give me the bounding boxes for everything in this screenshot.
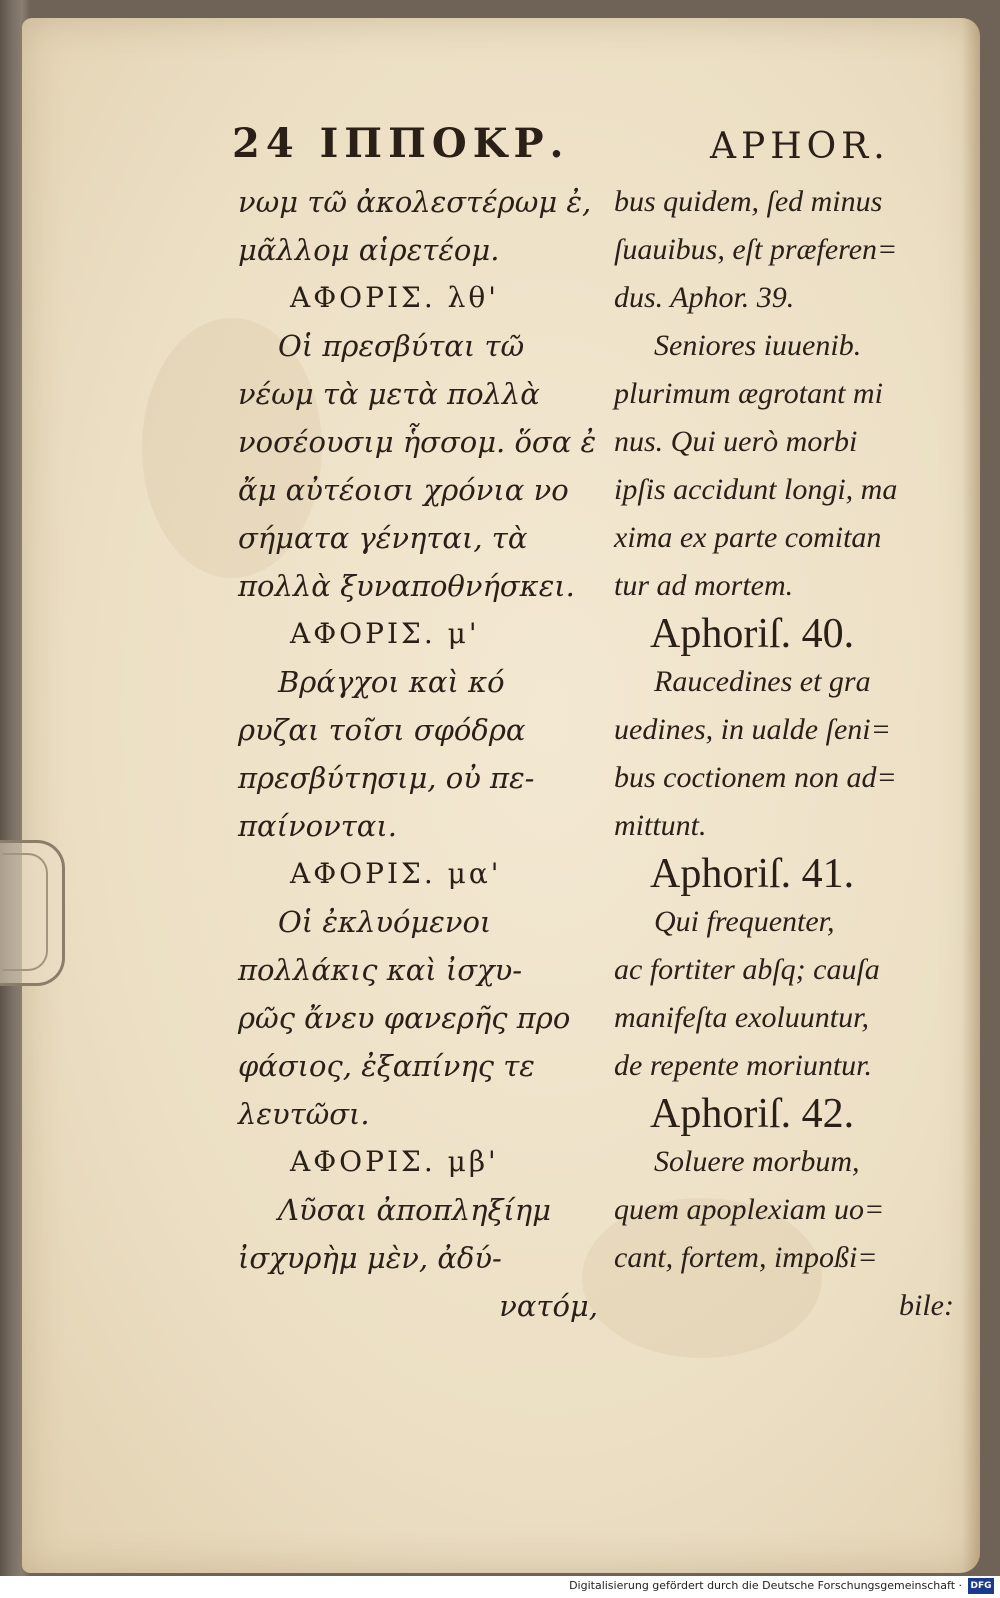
greek-line: νωμ τῶ ἀκολεστέρωμ ἐ,	[238, 185, 592, 219]
greek-line: Βράγχοι καὶ κό	[278, 665, 505, 699]
latin-line: manifeſta exoluuntur,	[614, 1001, 869, 1034]
greek-line: ρῶς ἄνευ φανερῆς προ	[238, 1001, 571, 1035]
latin-line: xima ex parte comitan	[614, 521, 882, 554]
dfg-logo: DFG	[968, 1578, 994, 1594]
latin-line: nus. Qui uerò morbi	[614, 425, 858, 458]
latin-line: Raucedines et gra	[654, 665, 871, 698]
greek-line: Οἱ πρεσβύται τῶ	[278, 329, 525, 363]
latin-catchword: bile:	[899, 1289, 954, 1322]
running-header-greek: 24 ΙΠΠΟΚΡ.	[232, 120, 570, 167]
latin-line: plurimum ægrotant mi	[614, 377, 883, 410]
latin-line-with-heading: dus. Aphor. 39.	[614, 281, 795, 314]
greek-line: νέωμ τὰ μετὰ πολλὰ	[238, 377, 540, 411]
latin-line: quem apoplexiam uo=	[614, 1193, 885, 1226]
latin-line: de repente moriuntur.	[614, 1049, 873, 1082]
latin-line: ipſis accidunt longi, ma	[614, 473, 898, 506]
greek-line: Λῦσαι ἀποπληξίημ	[278, 1193, 552, 1227]
greek-line: λευτῶσι.	[238, 1097, 370, 1131]
greek-line: παίνονται.	[238, 809, 397, 843]
page-clip-icon	[0, 840, 65, 986]
latin-line: cant, fortem, impoßi=	[614, 1241, 878, 1274]
greek-aphorism-heading: ΑΦΟΡΙΣ. μ'	[290, 617, 480, 650]
page-clip-inner	[2, 853, 48, 971]
latin-aphorism-heading: Aphoriſ. 40.	[650, 611, 855, 657]
running-header-latin: APHOR.	[710, 126, 890, 167]
greek-aphorism-heading: ΑΦΟΡΙΣ. λθ'	[290, 281, 499, 314]
greek-line: φάσιος, ἐξαπίνης τε	[238, 1049, 535, 1083]
greek-aphorism-heading: ΑΦΟΡΙΣ. μα'	[290, 857, 502, 890]
latin-line: Qui frequenter,	[654, 905, 835, 938]
latin-line: uedines, in ualde ſeni=	[614, 713, 891, 746]
latin-line: tur ad mortem.	[614, 569, 794, 602]
greek-line: πολλάκις καὶ ἰσχυ-	[238, 953, 523, 987]
latin-line: Seniores iuuenib.	[654, 329, 862, 362]
greek-line: σήματα γένηται, τὰ	[238, 521, 528, 555]
latin-aphorism-heading: Aphoriſ. 42.	[650, 1091, 855, 1137]
greek-catchword: νατόμ,	[499, 1289, 598, 1323]
latin-line: bus coctionem non ad=	[614, 761, 897, 794]
latin-aphorism-heading: Aphoriſ. 41.	[650, 851, 855, 897]
greek-column	[238, 178, 598, 1330]
latin-line: ſuauibus, eſt præferen=	[614, 233, 898, 266]
latin-column	[614, 178, 954, 1330]
greek-line: ρυζαι τοῖσι σφόδρα	[238, 713, 526, 747]
latin-line: bus quidem, ſed minus	[614, 185, 883, 218]
greek-line: πολλὰ ξυναποθνήσκει.	[238, 569, 575, 603]
greek-line: πρεσβύτησιμ, οὐ πε-	[238, 761, 535, 795]
latin-line: mittunt.	[614, 809, 707, 842]
greek-line: Οἱ ἐκλυόμενοι	[278, 905, 492, 939]
page-edge-shadow	[962, 18, 980, 1573]
latin-line: Soluere morbum,	[654, 1145, 860, 1178]
funding-credit: Digitalisierung gefördert durch die Deutsche Forschungsgemeinschaft ·	[569, 1579, 962, 1592]
latin-line: ac fortiter abſq; cauſa	[614, 953, 880, 986]
greek-line: μᾶλλομ αἱρετέομ.	[238, 233, 500, 267]
greek-line: ἰσχυρὴμ μὲν, ἀδύ-	[238, 1241, 502, 1275]
greek-line: νοσέουσιμ ἧσσομ. ὅσα ἐ	[238, 425, 597, 459]
greek-line: ἄμ αὐτέοισι χρόνια νο	[238, 473, 569, 507]
greek-aphorism-heading: ΑΦΟΡΙΣ. μβ'	[290, 1145, 499, 1178]
